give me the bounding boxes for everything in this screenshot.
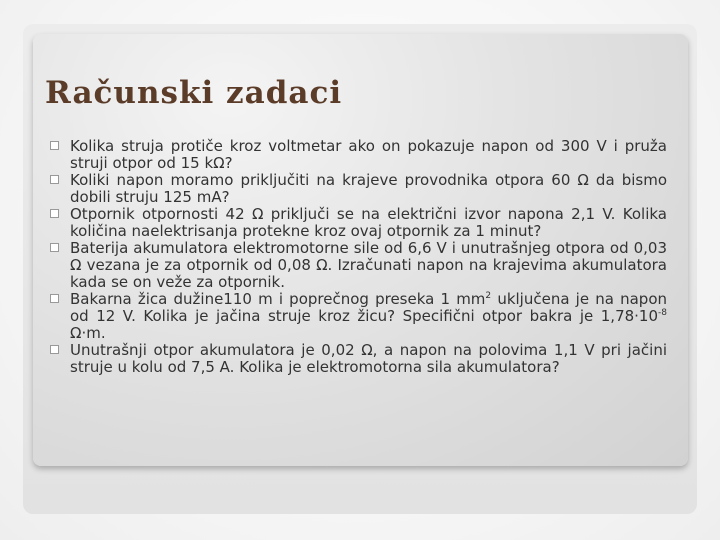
list-item (50, 342, 667, 376)
square-bullet-icon (50, 175, 59, 184)
task-text: Ω·m. (70, 324, 106, 342)
list-item (50, 138, 667, 172)
square-bullet-icon (50, 294, 59, 303)
task-text: Kolika struja protiče kroz voltmetar ako on pokazuje napon od 300 V i pruža struji otpor od 15 kΩ? (70, 137, 667, 172)
square-bullet-icon (50, 141, 59, 150)
task-text: Otpornik otpornosti 42 Ω priključi se na električni izvor napona 2,1 V. Kolika količina naelektrisanja protekne kroz ovaj otpornik za 1 minut? (70, 205, 667, 240)
task-list (50, 138, 667, 376)
list-item (50, 240, 667, 291)
square-bullet-icon (50, 209, 59, 218)
list-item (50, 172, 667, 206)
task-text: Unutrašnji otpor akumulatora je 0,02 Ω, a napon na polovima 1,1 V pri jačini struje u kolu od 7,5 A. Kolika je elektromotorna sila akumulatora? (70, 341, 667, 376)
square-bullet-icon (50, 243, 59, 252)
superscript: 2 (485, 291, 492, 301)
slide-title: Računski zadaci (45, 75, 343, 111)
superscript: -8 (658, 308, 667, 318)
list-item (50, 291, 667, 342)
task-text: Koliki napon moramo priključiti na krajeve provodnika otpora 60 Ω da bismo dobili struju 125 mA? (70, 171, 667, 206)
task-text: Baterija akumulatora elektromotorne sile od 6,6 V i unutrašnjeg otpora od 0,03 Ω vezana je za otpornik od 0,08 Ω. Izračunati napon na krajevima akumulatora kada se on veže za otpornik. (70, 239, 667, 291)
task-text: uključena je na napon od 12 V. Kolika je jačina struje kroz žicu? Specifični otpor bakra je 1,78·10 (70, 290, 667, 325)
task-text: Bakarna žica dužine110 m i poprečnog preseka 1 mm (70, 290, 486, 308)
list-item (50, 206, 667, 240)
square-bullet-icon (50, 345, 59, 354)
